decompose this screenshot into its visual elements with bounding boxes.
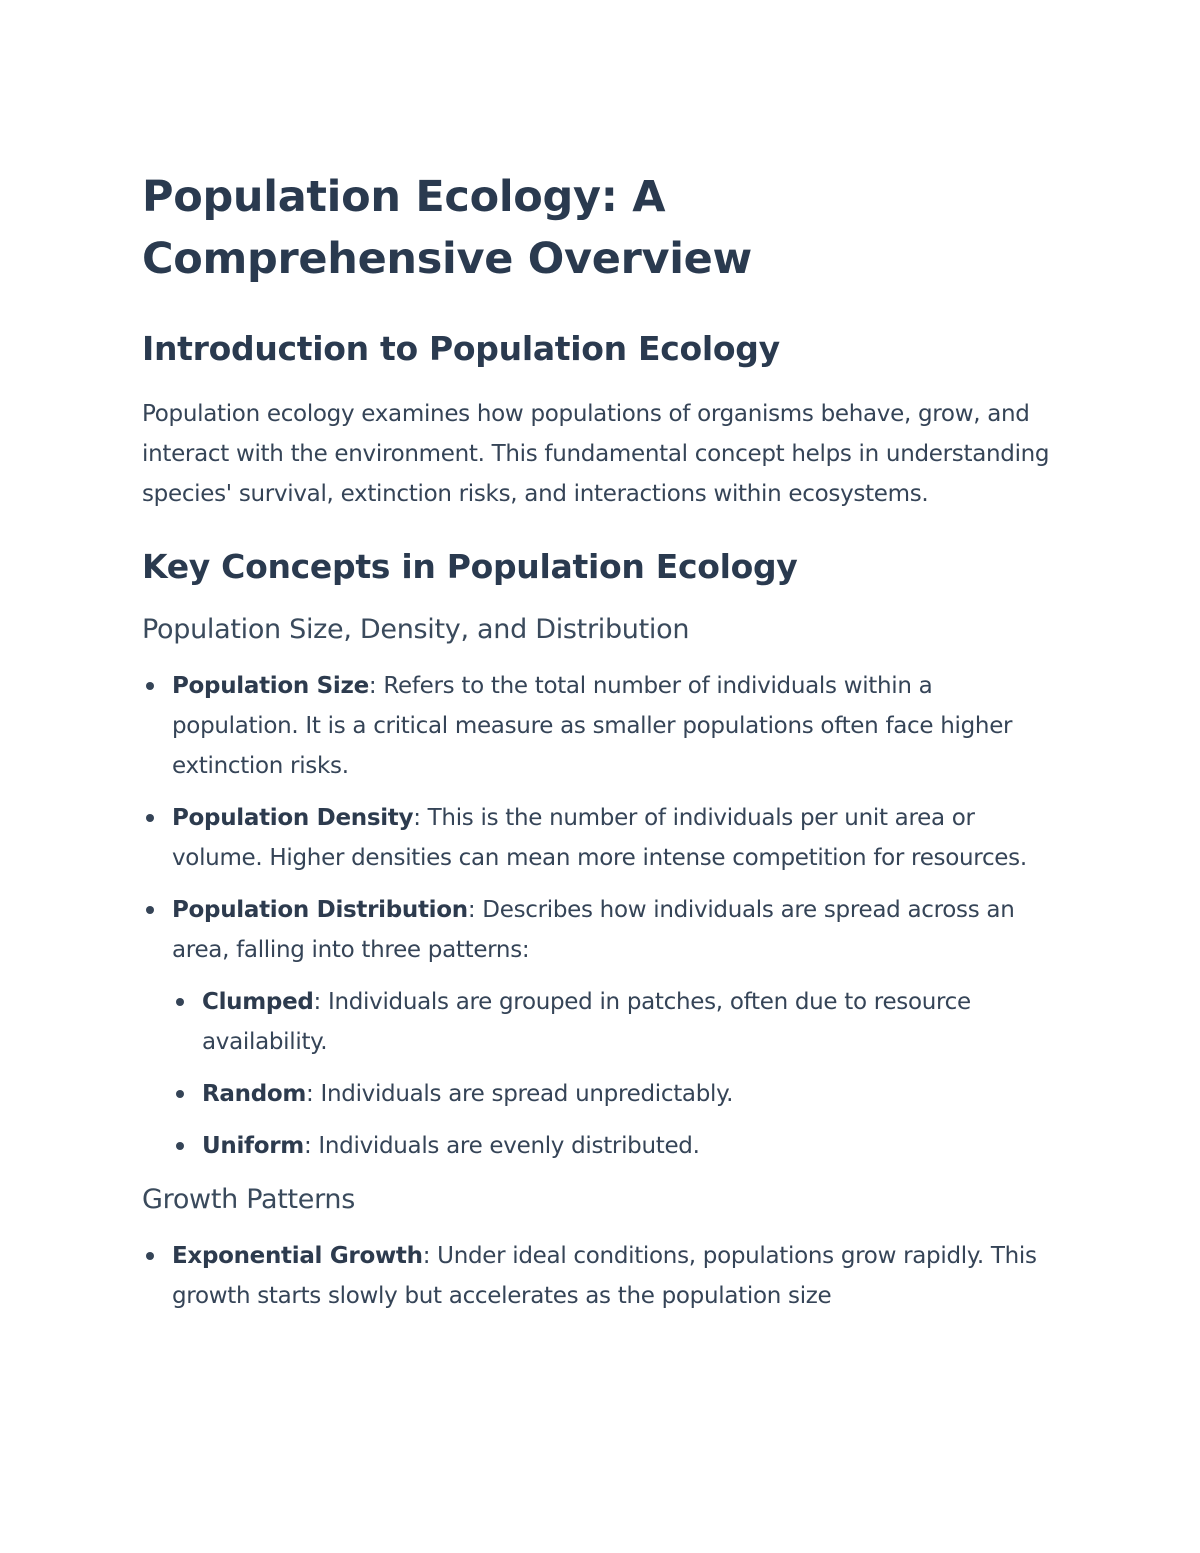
term-label: Population Size [172, 673, 369, 699]
term-description: : Individuals are grouped in patches, often due to resource availability. [202, 989, 971, 1055]
bullet-icon [146, 906, 154, 914]
term-description: : Refers to the total number of individuals within a population. It is a critical measure as smaller populations often face higher extinction risks. [172, 673, 1013, 779]
document-title: Population Ecology: A Comprehensive Overview [142, 172, 752, 284]
size-density-list [142, 666, 1050, 1166]
bullet-icon [176, 1142, 184, 1150]
term-description: : Individuals are spread unpredictably. [306, 1081, 734, 1107]
growth-patterns-list [142, 1236, 1050, 1316]
list-item-clumped [202, 982, 1050, 1062]
list-item-population-density [172, 798, 1050, 878]
distribution-patterns-list [172, 982, 1050, 1166]
intro-heading: Introduction to Population Ecology [142, 329, 780, 368]
term-description: : This is the number of individuals per unit area or volume. Higher densities can mean more intense competition for resources. [172, 805, 1027, 871]
list-item-population-size [172, 666, 1050, 786]
term-label: Population Density [172, 805, 414, 831]
bullet-icon [146, 814, 154, 822]
term-label: Uniform [202, 1133, 304, 1159]
growth-patterns-heading: Growth Patterns [142, 1184, 356, 1215]
term-description: : Describes how individuals are spread across an area, falling into three patterns: [172, 897, 1015, 963]
term-description: : Individuals are evenly distributed. [303, 1133, 700, 1159]
key-concepts-heading: Key Concepts in Population Ecology [142, 547, 798, 586]
bullet-icon [146, 1252, 154, 1260]
intro-paragraph: Population ecology examines how populations of organisms behave, grow, and interact with the environment. This fundamental concept helps in understanding species' survival, extinction risks, and interactions within ecosystems. [142, 401, 1050, 507]
list-item-population-distribution [172, 890, 1050, 1166]
term-label: Exponential Growth [172, 1243, 423, 1269]
term-label: Random [202, 1081, 307, 1107]
size-density-heading: Population Size, Density, and Distribution [142, 614, 690, 645]
bullet-icon [176, 1090, 184, 1098]
bullet-icon [146, 682, 154, 690]
bullet-icon [176, 998, 184, 1006]
term-description: : Under ideal conditions, populations grow rapidly. This growth starts slowly but accelerates as the population size [172, 1243, 1037, 1309]
list-item-uniform [202, 1126, 1050, 1166]
term-label: Population Distribution [172, 897, 468, 923]
term-label: Clumped [202, 989, 314, 1015]
list-item-exponential-growth [172, 1236, 1050, 1316]
list-item-random [202, 1074, 1050, 1114]
